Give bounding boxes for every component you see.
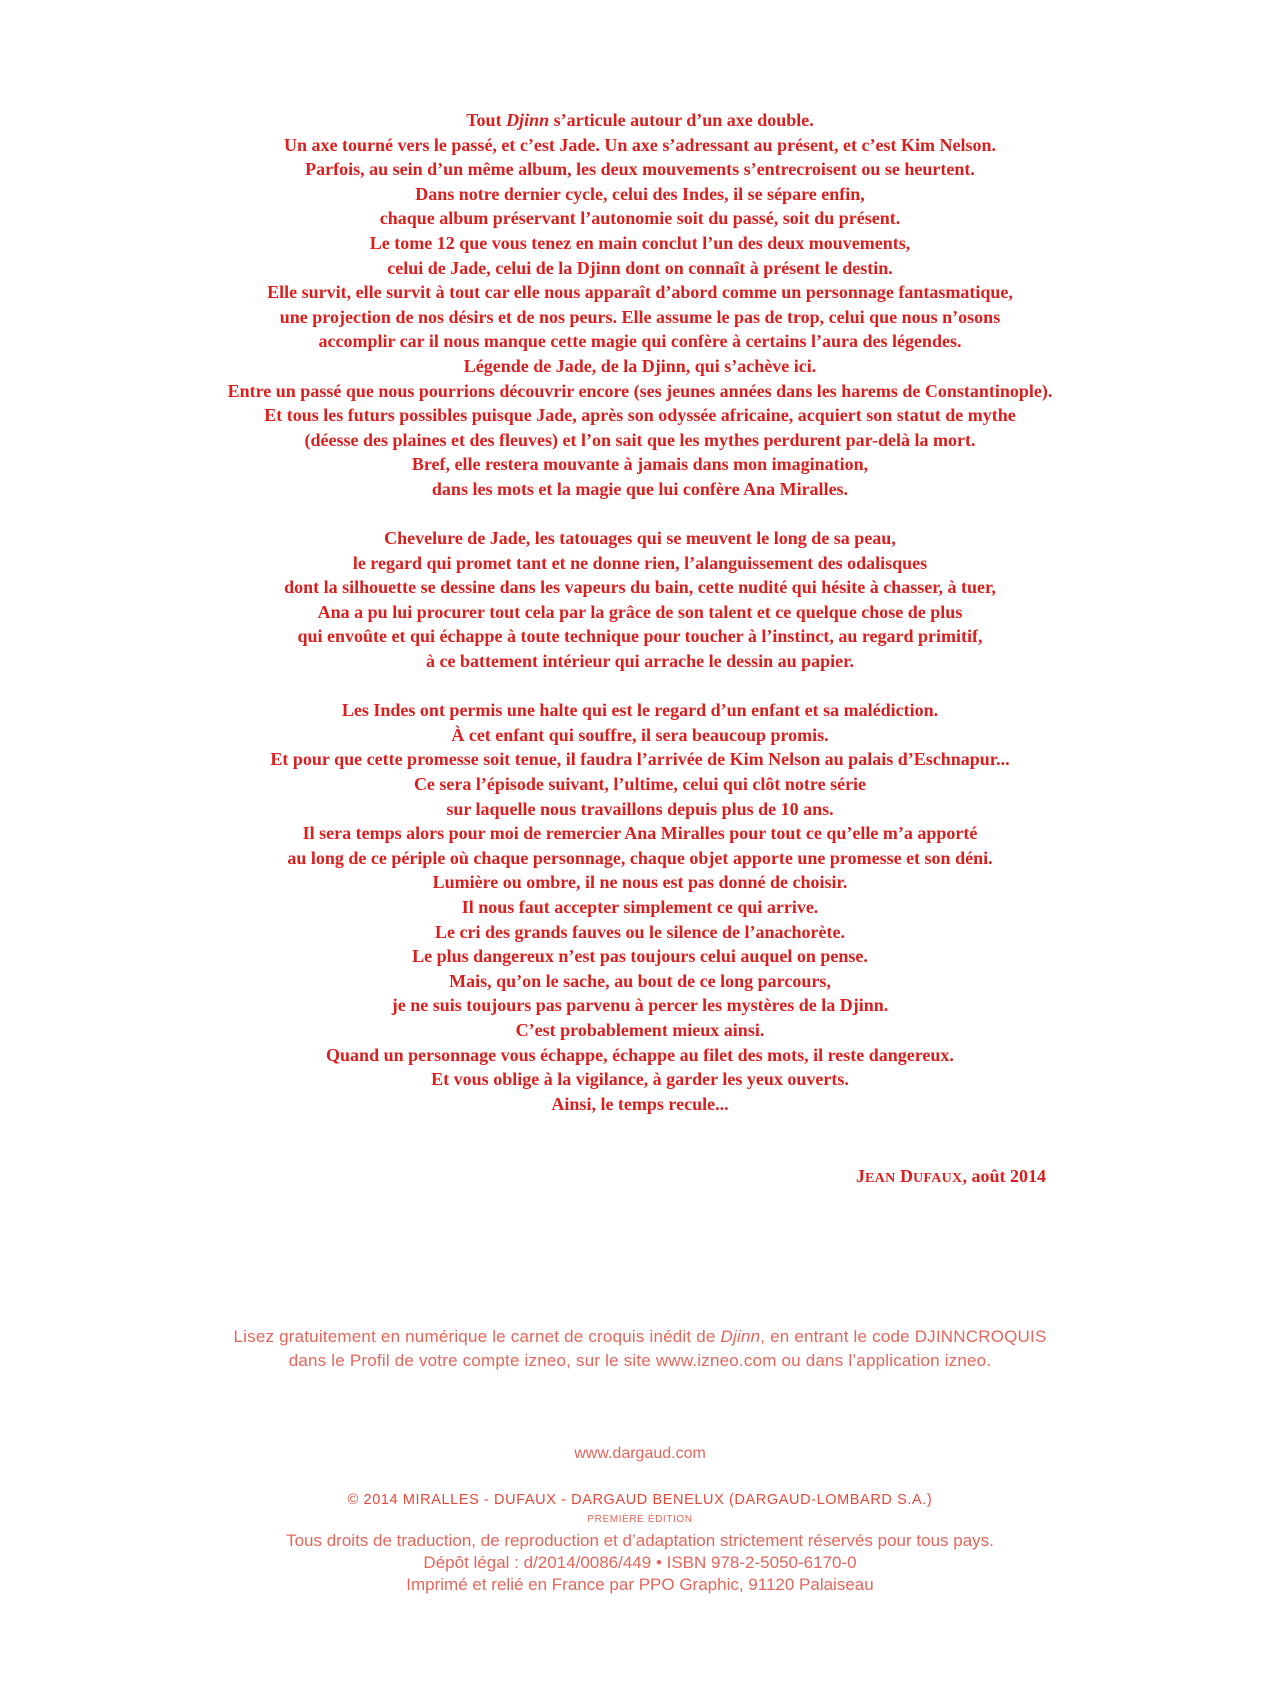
essay-line: Chevelure de Jade, les tatouages qui se meuvent le long de sa peau,: [384, 528, 896, 549]
essay-line: sur laquelle nous travaillons depuis plus de 10 ans.: [446, 798, 834, 819]
essay-line: À cet enfant qui souffre, il sera beaucoup promis.: [451, 724, 829, 745]
essay-line: C’est probablement mieux ainsi.: [515, 1019, 765, 1040]
essay-line: au long de ce périple où chaque personnage, chaque objet apporte une promesse et son déni.: [287, 847, 993, 868]
signature-last-initial: D: [900, 1166, 914, 1186]
essay-line: (déesse des plaines et des fleuves) et l’on sait que les mythes perdurent par-delà la mort.: [304, 429, 976, 450]
essay-line: je ne suis toujours pas parvenu à percer les mystères de la Djinn.: [391, 995, 889, 1016]
essay-line: Il sera temps alors pour moi de remercier Ana Miralles pour tout ce qu’elle m’a apporté: [302, 823, 978, 844]
digital-promo-notice: [0, 1325, 1280, 1373]
essay-line: Mais, qu’on le sache, au bout de ce long parcours,: [449, 970, 831, 991]
essay-line: le regard qui promet tant et ne donne rien, l’alanguissement des odalisques: [352, 552, 928, 573]
essay-paragraph: [0, 698, 1280, 1116]
essay-line: dont la silhouette se dessine dans les vapeurs du bain, cette nudité qui hésite à chasser, à tuer,: [284, 577, 996, 598]
essay-line: chaque album préservant l’autonomie soit du passé, soit du présent.: [379, 208, 901, 229]
essay-line: une projection de nos désirs et de nos peurs. Elle assume le pas de trop, celui que nous n’osons: [279, 306, 1001, 327]
essay-line: Ainsi, le temps recule...: [551, 1093, 729, 1114]
afterword-text: [0, 108, 1280, 1141]
series-title: Djinn: [506, 110, 550, 130]
essay-line: Entre un passé que nous pourrions découvrir encore (ses jeunes années dans les harems de Constantinople).: [227, 380, 1053, 401]
copyright-notice: © 2014 MIRALLES - DUFAUX - DARGAUD BENELUX (DARGAUD-LOMBARD S.A.): [347, 1492, 933, 1508]
essay-paragraph: [0, 108, 1280, 502]
essay-line: Bref, elle restera mouvante à jamais dans mon imagination,: [411, 454, 869, 475]
promo-line-1: Lisez gratuitement en numérique le carnet de croquis inédit de Djinn, en entrant le code DJINNCROQUIS: [233, 1327, 1047, 1346]
essay-line: Et pour que cette promesse soit tenue, il faudra l’arrivée de Kim Nelson au palais d’Eschnapur...: [270, 749, 1010, 770]
essay-line: Les Indes ont permis une halte qui est le regard d’un enfant et sa malédiction.: [341, 700, 939, 721]
essay-line: accomplir car il nous manque cette magie qui confère à certains l’aura des légendes.: [318, 331, 962, 352]
essay-line: Quand un personnage vous échappe, échappe au filet des mots, il reste dangereux.: [326, 1044, 954, 1065]
legal-notice: [0, 1530, 1280, 1596]
author-signature: [856, 1164, 1046, 1191]
essay-line: Ce sera l’épisode suivant, l’ultime, celui qui clôt notre série: [413, 774, 867, 795]
essay-line: Le plus dangereux n’est pas toujours celui auquel on pense.: [412, 946, 868, 967]
essay-line: Dans notre dernier cycle, celui des Indes, il se sépare enfin,: [415, 183, 865, 204]
publisher-website: www.dargaud.com: [574, 1445, 706, 1462]
signature-first-initial: J: [856, 1166, 866, 1186]
essay-line: qui envoûte et qui échappe à toute technique pour toucher à l’instinct, au regard primitif,: [297, 626, 983, 647]
essay-line: Et vous oblige à la vigilance, à garder les yeux ouverts.: [431, 1069, 849, 1090]
deposit-isbn-line: Dépôt légal : d/2014/0086/449 • ISBN 978-2-5050-6170-0: [423, 1553, 857, 1572]
signature-date: , août 2014: [962, 1166, 1046, 1186]
essay-line: Parfois, au sein d’un même album, les deux mouvements s’entrecroisent ou se heurtent.: [305, 159, 975, 180]
signature-first-rest: EAN: [865, 1171, 896, 1186]
essay-line: dans les mots et la magie que lui confère Ana Miralles.: [431, 478, 849, 499]
essay-line: Le tome 12 que vous tenez en main conclut l’un des deux mouvements,: [369, 232, 911, 253]
essay-line: Ana a pu lui procurer tout cela par la grâce de son talent et ce quelque chose de plus: [317, 601, 963, 622]
essay-line: Il nous faut accepter simplement ce qui arrive.: [461, 897, 819, 917]
essay-line: Lumière ou ombre, il ne nous est pas donné de choisir.: [432, 872, 848, 893]
essay-line: Légende de Jade, de la Djinn, qui s’achève ici.: [463, 355, 817, 376]
printer-line: Imprimé et relié en France par PPO Graphic, 91120 Palaiseau: [406, 1575, 874, 1594]
essay-line: Et tous les futurs possibles puisque Jade, après son odyssée africaine, acquiert son statut de mythe: [264, 405, 1016, 426]
promo-title: Djinn: [720, 1327, 761, 1346]
essay-line: Un axe tourné vers le passé, et c’est Jade. Un axe s’adressant au présent, et c’est Kim Nelson.: [283, 134, 997, 155]
essay-line: Elle survit, elle survit à tout car elle nous apparaît d’abord comme un personnage fantasmatique,: [267, 282, 1013, 303]
promo-line-2: dans le Profil de votre compte izneo, sur le site www.izneo.com ou dans l’application izneo.: [288, 1351, 992, 1370]
rights-line: Tous droits de traduction, de reproduction et d’adaptation strictement réservés pour tous pays.: [286, 1531, 994, 1550]
essay-line: celui de Jade, celui de la Djinn dont on connaît à présent le destin.: [387, 257, 893, 278]
essay-line: Le cri des grands fauves ou le silence de l’anachorète.: [435, 921, 845, 942]
essay-line: à ce battement intérieur qui arrache le dessin au papier.: [426, 651, 854, 672]
signature-last-rest: UFAUX: [913, 1171, 963, 1186]
essay-paragraph: [0, 526, 1280, 674]
essay-line: Tout Djinn s’articule autour d’un axe double.: [466, 110, 814, 130]
edition-label: PREMIÈRE ÉDITION: [587, 1514, 693, 1525]
